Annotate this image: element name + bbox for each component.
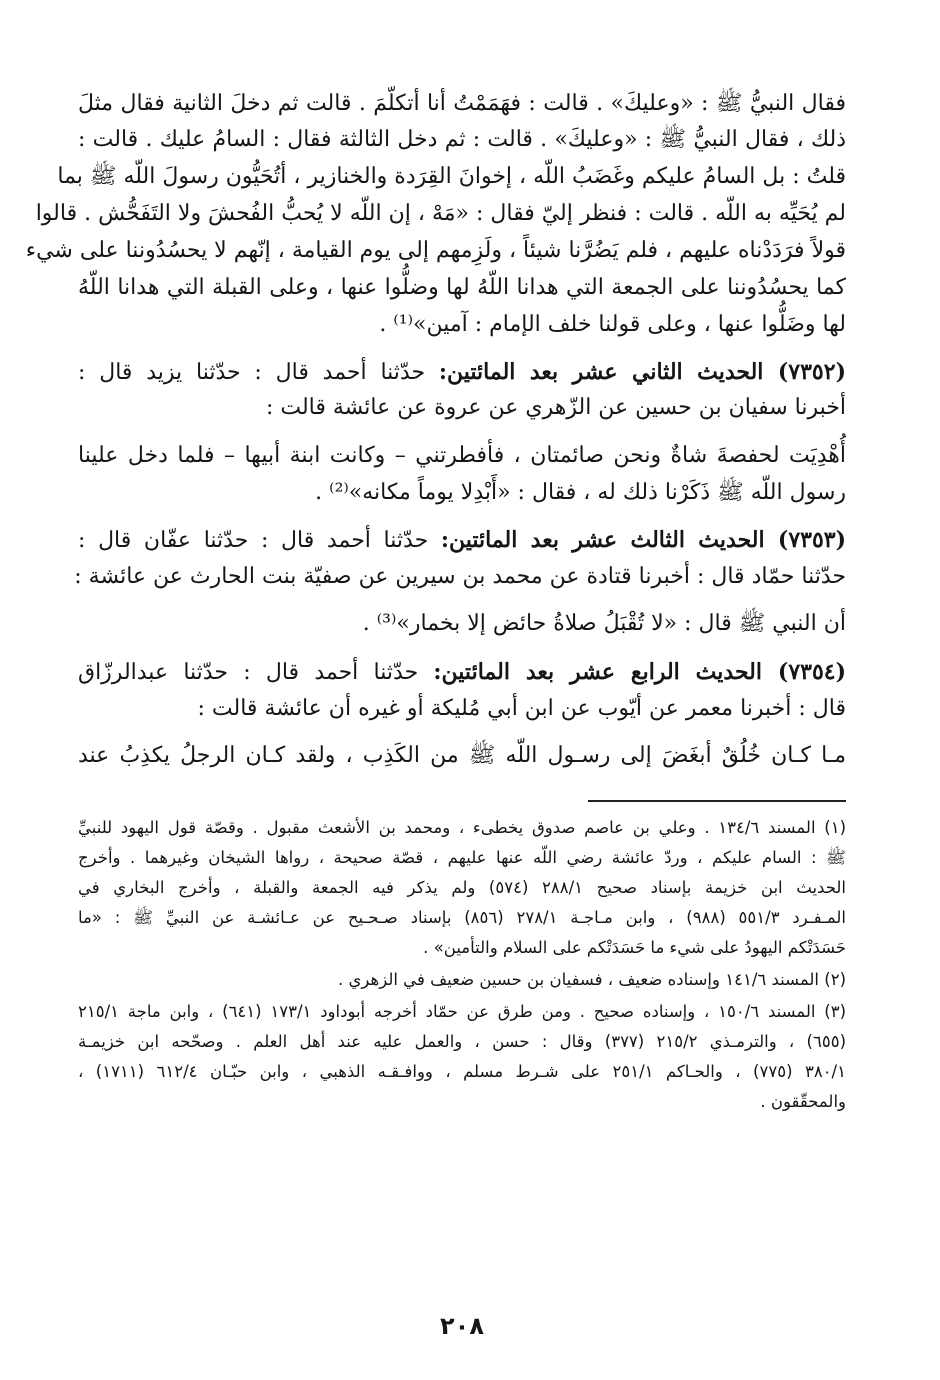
hadith-7353-heading-line <box>78 522 846 559</box>
book-page <box>25 86 847 1346</box>
footnote-1-line: (١) المسند ١٣٤/٦ . وعلي بن عاصم صدوق يخطىء ، ومحمد بن الأشعث مقبول . وقصّة قول اليهود للنبيِّ <box>78 818 846 837</box>
hadith-7352-text: أُهْدِيَت لحفصةَ شاةٌ ونحن صائمتان ، فأفطرتني – وكانت ابنة أبيها – فلما دخل علينا <box>78 443 846 468</box>
hadith-7353-heading: (٧٣٥٣) الحديث الثالث عشر بعد المائتين: <box>440 527 847 553</box>
hadith-7353-text: أن النبي ﷺ قال : «لا تُقْبَلُ صلاةُ حائض إلا بخمار»⁽³⁾ . <box>362 611 846 636</box>
page-number: ٢٠٨ <box>440 1312 484 1340</box>
footnote-separator <box>588 800 846 802</box>
hadith-7352-heading: (٧٣٥٢) الحديث الثاني عشر بعد المائتين: <box>438 359 846 385</box>
body-line: قولاً فرَدَدْناه عليهم ، فلم يَضُرَّنا شيئاً ، ولَزِمهم إلى يوم القيامة ، إنّهم لا يحسُدُوننا على شيء <box>25 238 846 263</box>
body-line: لم يُحَيِّه به اللّه . قالت : فنظر إليّ فقال : «مَهْ ، إن اللّه لا يُحبُّ الفُحشَ ولا التَفَحُّش . قالوا <box>35 201 846 226</box>
footnote-3-line: والمحقّقون . <box>760 1092 846 1111</box>
hadith-7352-chain-start: حدّثنا أحمد قال : حدّثنا يزيد قال : <box>78 360 439 385</box>
hadith-7354-heading-line <box>78 654 846 691</box>
hadith-7352-text: رسول اللّه ﷺ ذَكَرْنا ذلك له ، فقال : «أَبْدِلا يوماً مكانه»⁽²⁾ . <box>315 480 846 505</box>
hadith-7352-chain: أخبرنا سفيان بن حسين عن الزّهري عن عروة عن عائشة قالت : <box>265 395 846 420</box>
body-line: ذلك ، فقال النبيُّ ﷺ : «وعليكَ» . قالت : ثم دخل الثالثة فقال : السامُ عليك . قالت : <box>78 127 846 152</box>
footnote-1-line: حَسَدَتْكم اليهودُ على شيء ما حَسَدَتْكم على السلام والتأمين» . <box>423 938 846 957</box>
hadith-7352-heading-line <box>78 354 846 391</box>
body-line: قلتُ : بل السامُ عليكم وغَضَبُ اللّه ، إخوانَ القِرَدة والخنازير ، أتُحَيُّون رسولَ اللّه ﷺ بما <box>57 164 846 189</box>
footnote-2: (٢) المسند ١٤١/٦ وإسناده ضعيف ، فسفيان بن حسين ضعيف في الزهري . <box>338 970 846 989</box>
footnote-3-line: (٦٥٥) ، والترمـذي ٢١٥/٢ (٣٧٧) وقال : حسن ، والعمل عليه عند أهل العلم . وصحّحه ابن خزيمـة <box>78 1032 846 1051</box>
footnote-3-line: ٣٨٠/١ (٧٧٥) ، والحـاكم ٢٥١/١ على شـرط مسلم ، ووافـقـه الذهبي ، وابن حبّـان ٦١٢/٤ (١٧١١) ، <box>78 1062 846 1081</box>
hadith-7353-chain-start: حدّثنا أحمد قال : حدّثنا عفّان قال : <box>78 528 441 553</box>
footnote-1-line: ﷺ : السام عليكم ، وردّ عائشة رضي اللّه عنها عليهم ، قصّة صحيحة ، رواها الشيخان وغيرهما . وأخرج <box>78 848 846 867</box>
hadith-7354-heading: (٧٣٥٤) الحديث الرابع عشر بعد المائتين: <box>433 659 846 685</box>
body-line: لها وضَلُّوا عنها ، وعلى قولنا خلف الإمام : آمين»⁽¹⁾ . <box>379 312 846 337</box>
hadith-7354-text: مـا كـان خُلُقٌ أبغَضَ إلى رسـول اللّه ﷺ من الكَذِب ، ولقد كـان الرجلُ يكذِبُ عند <box>78 743 846 768</box>
body-line: فقال النبيُّ ﷺ : «وعليكَ» . قالت : فهَمَمْتُ أنا أتكلّمَ . قالت ثم دخلَ الثانية فقال مثلَ <box>78 91 846 116</box>
body-line: كما يحسُدُوننا على الجمعة التي هدانا اللّهُ لها وضلُّوا عنها ، وعلى القبلة التي هدانا اللّهُ <box>78 275 846 300</box>
hadith-7354-chain: قال : أخبرنا معمر عن أيّوب عن ابن أبي مُليكة أو غيره أن عائشة قالت : <box>197 696 846 721</box>
footnote-1-line: المـفـرد ٥٥١/٣ (٩٨٨) ، وابن مـاجـة ٢٧٨/١ (٨٥٦) بإسناد صـحـيح عن عـائشـة عن النبيِّ ﷺ : «ما <box>78 908 846 927</box>
hadith-7354-chain-start: حدّثنا أحمد قال : حدّثنا عبدالرزّاق <box>78 660 434 685</box>
hadith-7353-chain: حدّثنا حمّاد قال : أخبرنا قتادة عن محمد بن سيرين عن صفيّة بنت الحارث عن عائشة : <box>74 564 846 589</box>
footnote-3-line: (٣) المسند ١٥٠/٦ ، وإسناده صحيح . ومن طرق عن حمّاد أخرجه أبوداود ١٧٣/١ (٦٤١) ، وابن ماجة ٢١٥/١ <box>78 1002 846 1021</box>
footnote-1-line: الحديث ابن خزيمة بإسناد صحيح ٢٨٨/١ (٥٧٤) ولم يذكر فيه الجمعة والقبلة ، وأخرج البخاري في <box>78 878 846 897</box>
